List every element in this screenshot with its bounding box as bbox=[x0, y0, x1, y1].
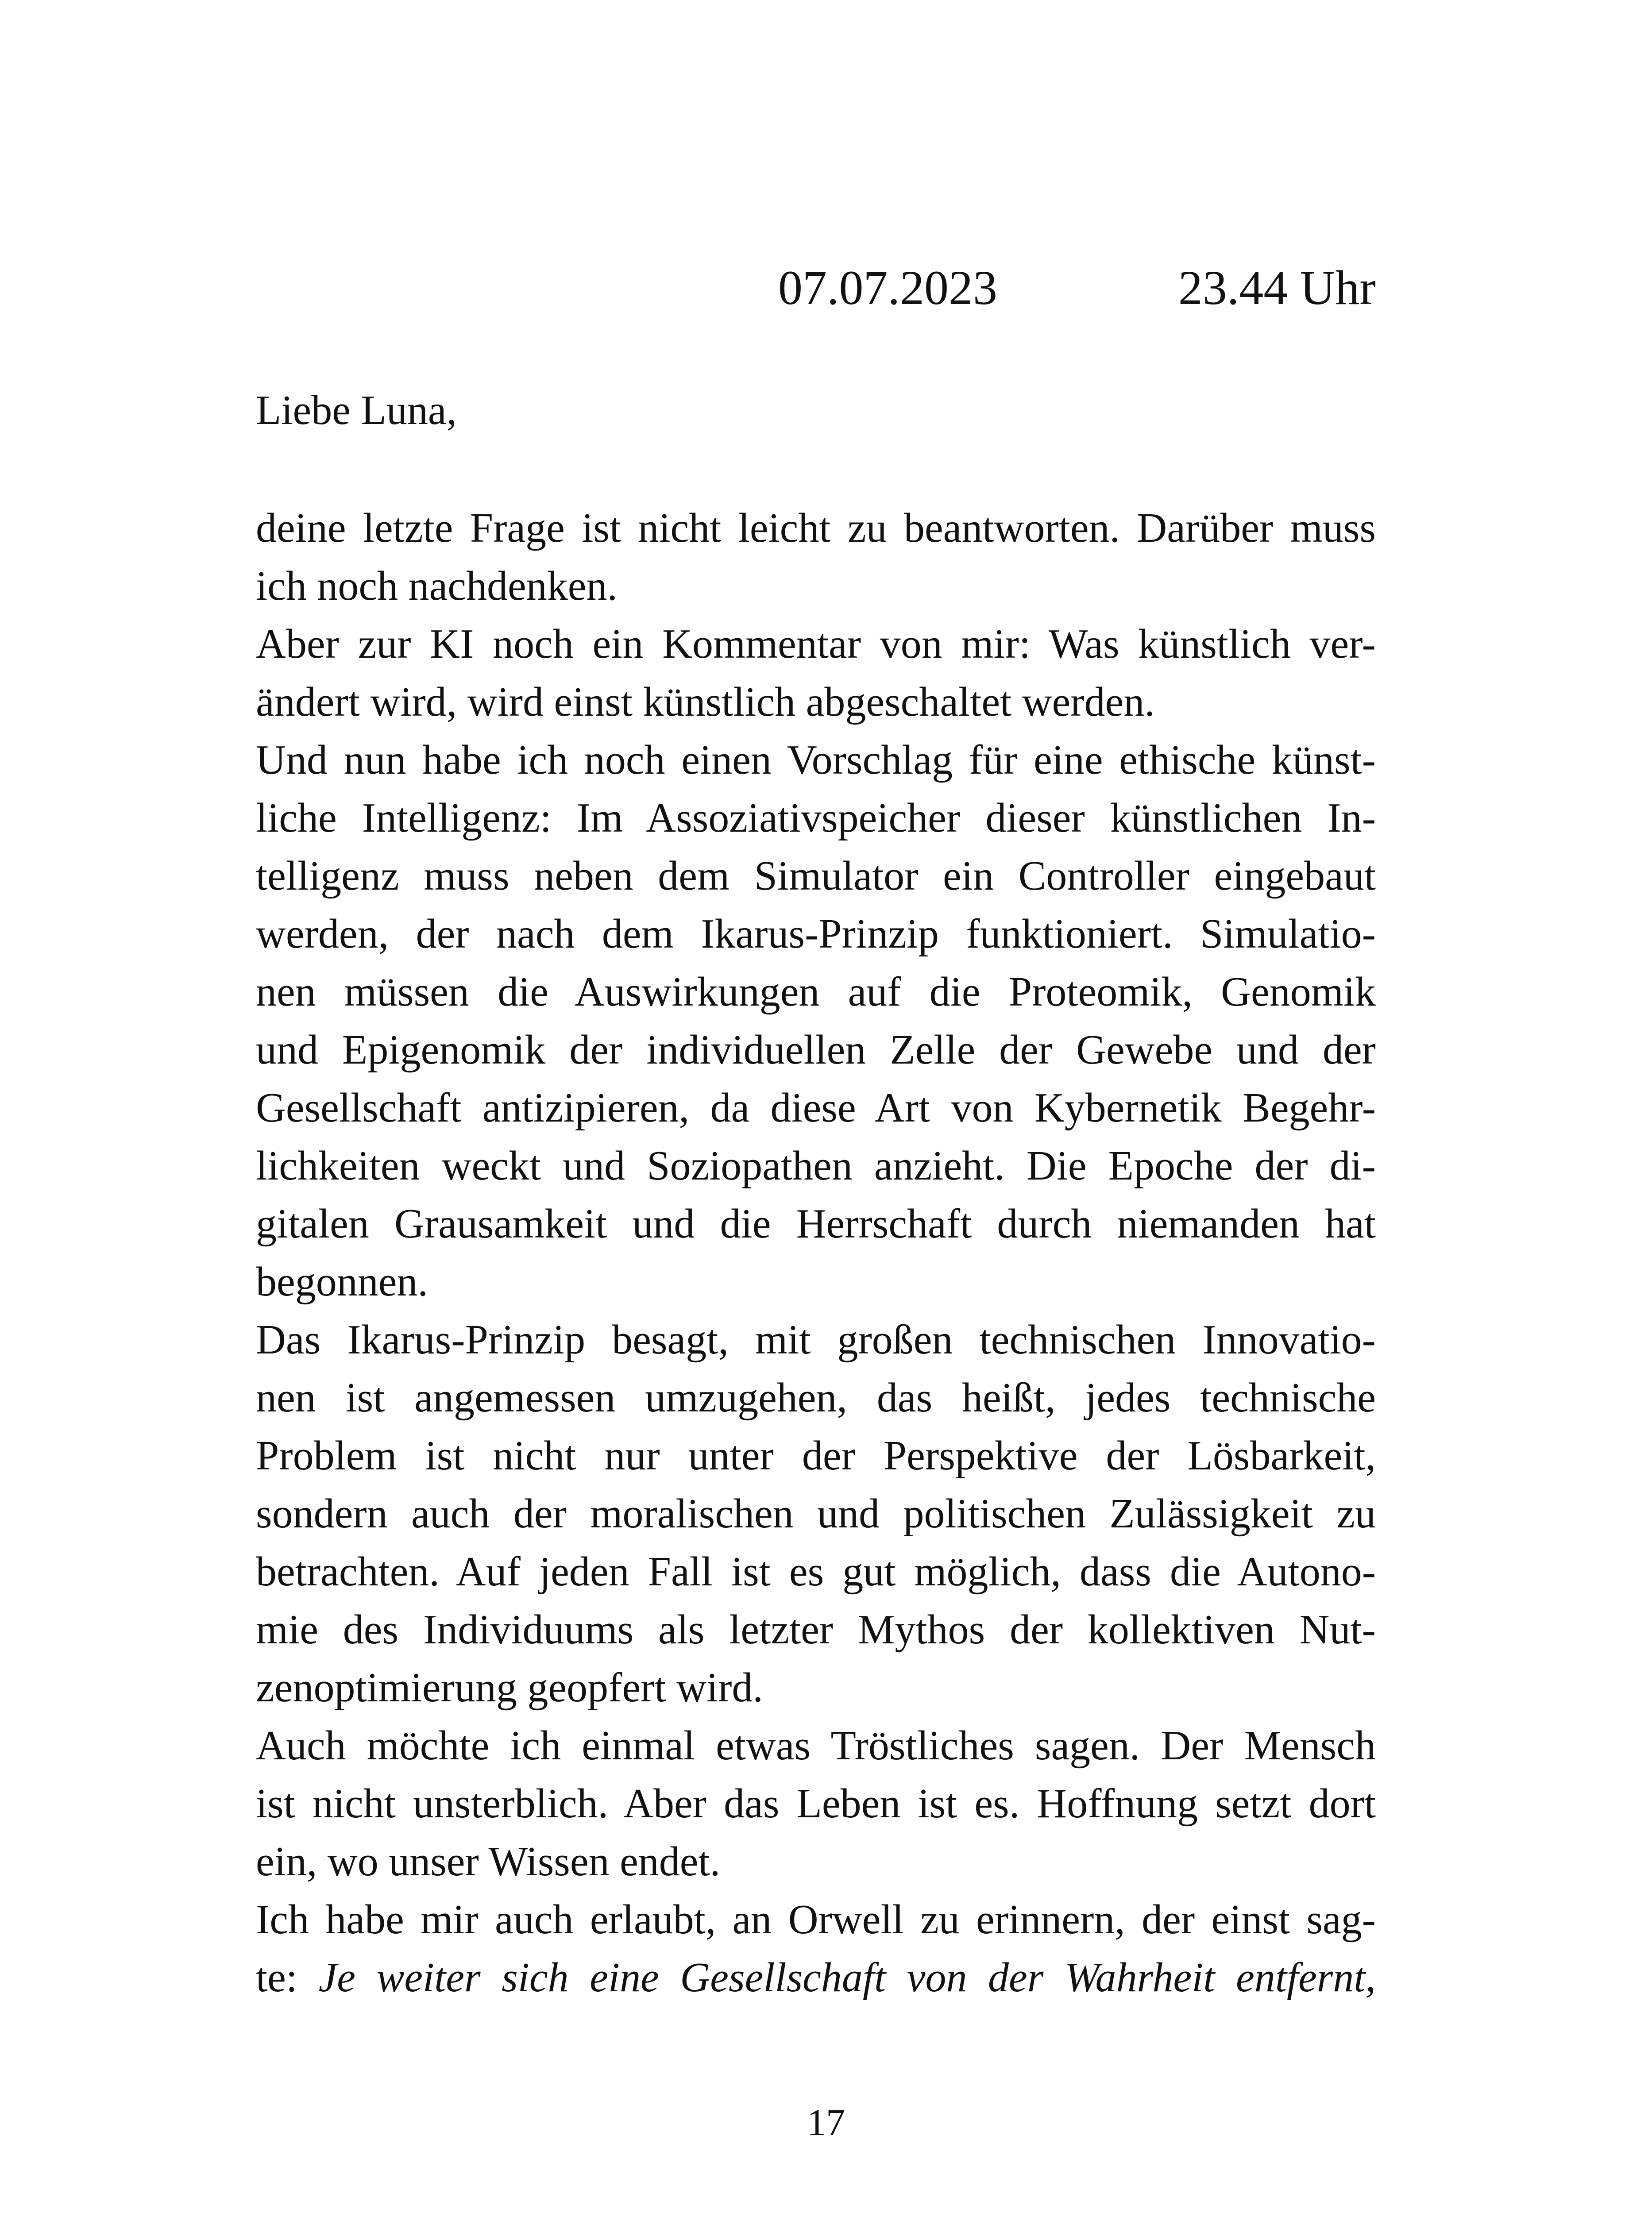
text-line: und Epigenomik der individuellen Zelle der Gewebe und der bbox=[256, 1027, 1376, 1073]
salutation: Liebe Luna, bbox=[256, 387, 457, 433]
text-line: betrachten. Auf jeden Fall ist es gut möglich, dass die Autono- bbox=[256, 1549, 1376, 1595]
text-line: Gesellschaft antizipieren, da diese Art von Kybernetik Begehr- bbox=[256, 1085, 1376, 1131]
text-line: Aber zur KI noch ein Kommentar von mir: Was künstlich ver- bbox=[256, 621, 1376, 667]
text-line: Ich habe mir auch erlaubt, an Orwell zu erinnern, der einst sag- bbox=[256, 1897, 1376, 1943]
text-line: telligenz muss neben dem Simulator ein Controller eingebaut bbox=[256, 853, 1376, 899]
text-line: Und nun habe ich noch einen Vorschlag für eine ethische künst- bbox=[256, 737, 1376, 783]
text-line: ich noch nachdenken. bbox=[256, 563, 618, 609]
text-line: ein, wo unser Wissen endet. bbox=[256, 1839, 721, 1885]
text-line: lichkeiten weckt und Soziopathen anzieht. Die Epoche der di- bbox=[256, 1143, 1376, 1189]
text-line: mie des Individuums als letzter Mythos der kollektiven Nut- bbox=[256, 1607, 1376, 1653]
text-line: werden, der nach dem Ikarus-Prinzip funktioniert. Simulatio- bbox=[256, 911, 1376, 957]
text-line: deine letzte Frage ist nicht leicht zu beantworten. Darüber muss bbox=[256, 505, 1376, 551]
text-line: begonnen. bbox=[256, 1259, 428, 1305]
text-line: nen müssen die Auswirkungen auf die Proteomik, Genomik bbox=[256, 969, 1376, 1015]
text-line: sondern auch der moralischen und politischen Zulässigkeit zu bbox=[256, 1491, 1376, 1537]
text-line-with-quote bbox=[256, 1949, 1376, 2007]
letter-time: 23.44 Uhr bbox=[1178, 261, 1376, 315]
dateline bbox=[256, 252, 1376, 323]
letter-date: 07.07.2023 bbox=[778, 261, 997, 315]
text-line: Auch möchte ich einmal etwas Tröstliches sagen. Der Mensch bbox=[256, 1723, 1376, 1769]
text-line: ist nicht unsterblich. Aber das Leben ist es. Hoffnung setzt dort bbox=[256, 1781, 1376, 1827]
text-line: nen ist angemessen umzugehen, das heißt, jedes technische bbox=[256, 1375, 1376, 1421]
orwell-quote: Je weiter sich eine Gesellschaft von der Wahrheit entfernt, bbox=[318, 1955, 1376, 2001]
text-line: zenoptimierung geopfert wird. bbox=[256, 1665, 763, 1711]
text-line: Problem ist nicht nur unter der Perspektive der Lösbarkeit, bbox=[256, 1433, 1376, 1479]
text-line: gitalen Grausamkeit und die Herrschaft durch niemanden hat bbox=[256, 1201, 1376, 1247]
text-line: Das Ikarus-Prinzip besagt, mit großen technischen Innovatio- bbox=[256, 1317, 1376, 1363]
quote-lead-in: te: bbox=[256, 1955, 319, 2001]
page-number: 17 bbox=[807, 2101, 845, 2144]
text-line: liche Intelligenz: Im Assoziativspeicher dieser künstlichen In- bbox=[256, 795, 1376, 841]
letter-body bbox=[256, 499, 1376, 2007]
text-line: ändert wird, wird einst künstlich abgeschaltet werden. bbox=[256, 679, 1155, 725]
